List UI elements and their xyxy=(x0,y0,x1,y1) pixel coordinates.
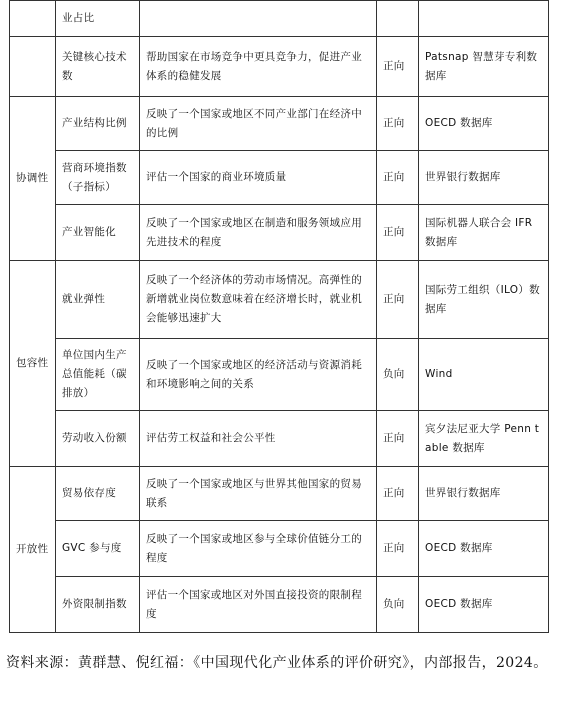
source-cell: OECD 数据库 xyxy=(419,521,549,577)
dimension-cell: 包容性 xyxy=(10,261,56,467)
table-row xyxy=(10,1,549,37)
meaning-cell: 帮助国家在市场竞争中更具竞争力，促进产业体系的稳健发展 xyxy=(140,37,377,97)
meaning-cell: 反映了一个国家或地区不同产业部门在经济中的比例 xyxy=(140,97,377,151)
source-cell: Patsnap 智慧芽专利数据库 xyxy=(419,37,549,97)
table-row xyxy=(10,339,549,411)
table-row xyxy=(10,97,549,151)
meaning-cell: 反映了一个国家或地区与世界其他国家的贸易联系 xyxy=(140,467,377,521)
source-cell: 世界银行数据库 xyxy=(419,151,549,205)
direction-cell xyxy=(377,1,419,37)
table-row xyxy=(10,261,549,339)
table-row xyxy=(10,205,549,261)
table-row xyxy=(10,577,549,633)
table-row xyxy=(10,467,549,521)
dimension-cell xyxy=(10,1,56,37)
direction-cell: 正向 xyxy=(377,37,419,97)
indicator-table xyxy=(9,0,549,633)
dimension-cell xyxy=(10,37,56,97)
meaning-cell: 评估一个国家的商业环境质量 xyxy=(140,151,377,205)
source-cell: Wind xyxy=(419,339,549,411)
table-row xyxy=(10,37,549,97)
indicator-cell: 外资限制指数 xyxy=(56,577,140,633)
source-cell: 国际劳工组织（ILO）数据库 xyxy=(419,261,549,339)
meaning-cell: 反映了一个经济体的劳动市场情况。高弹性的新增就业岗位数意味着在经济增长时，就业机会能够迅速扩大 xyxy=(140,261,377,339)
source-cell: OECD 数据库 xyxy=(419,577,549,633)
indicator-cell: 贸易依存度 xyxy=(56,467,140,521)
indicator-cell: 关键核心技术数 xyxy=(56,37,140,97)
table-row xyxy=(10,151,549,205)
direction-cell: 正向 xyxy=(377,411,419,467)
direction-cell: 负向 xyxy=(377,577,419,633)
indicator-cell: 营商环境指数（子指标） xyxy=(56,151,140,205)
direction-cell: 正向 xyxy=(377,205,419,261)
meaning-cell: 评估一个国家或地区对外国直接投资的限制程度 xyxy=(140,577,377,633)
indicator-cell: 产业智能化 xyxy=(56,205,140,261)
source-cell: 宾夕法尼亚大学 Penn table 数据库 xyxy=(419,411,549,467)
indicator-cell: 劳动收入份额 xyxy=(56,411,140,467)
direction-cell: 正向 xyxy=(377,97,419,151)
direction-cell: 正向 xyxy=(377,261,419,339)
direction-cell: 正向 xyxy=(377,151,419,205)
dimension-cell: 协调性 xyxy=(10,97,56,261)
source-cell: 世界银行数据库 xyxy=(419,467,549,521)
table-row xyxy=(10,521,549,577)
direction-cell: 负向 xyxy=(377,339,419,411)
table-row xyxy=(10,411,549,467)
indicator-cell: 产业结构比例 xyxy=(56,97,140,151)
source-cell: OECD 数据库 xyxy=(419,97,549,151)
meaning-cell: 反映了一个国家或地区的经济活动与资源消耗和环境影响之间的关系 xyxy=(140,339,377,411)
meaning-cell xyxy=(140,1,377,37)
indicator-cell: GVC 参与度 xyxy=(56,521,140,577)
source-note: 资料来源：黄群慧、倪红福：《中国现代化产业体系的评价研究》，内部报告，2024。 xyxy=(6,655,548,671)
direction-cell: 正向 xyxy=(377,467,419,521)
source-cell xyxy=(419,1,549,37)
meaning-cell: 评估劳工权益和社会公平性 xyxy=(140,411,377,467)
source-cell: 国际机器人联合会 IFR 数据库 xyxy=(419,205,549,261)
meaning-cell: 反映了一个国家或地区参与全球价值链分工的程度 xyxy=(140,521,377,577)
dimension-cell: 开放性 xyxy=(10,467,56,633)
meaning-cell: 反映了一个国家或地区在制造和服务领域应用先进技术的程度 xyxy=(140,205,377,261)
indicator-cell: 就业弹性 xyxy=(56,261,140,339)
direction-cell: 正向 xyxy=(377,521,419,577)
indicator-cell: 单位国内生产总值能耗（碳排放） xyxy=(56,339,140,411)
indicator-cell: 业占比 xyxy=(56,1,140,37)
